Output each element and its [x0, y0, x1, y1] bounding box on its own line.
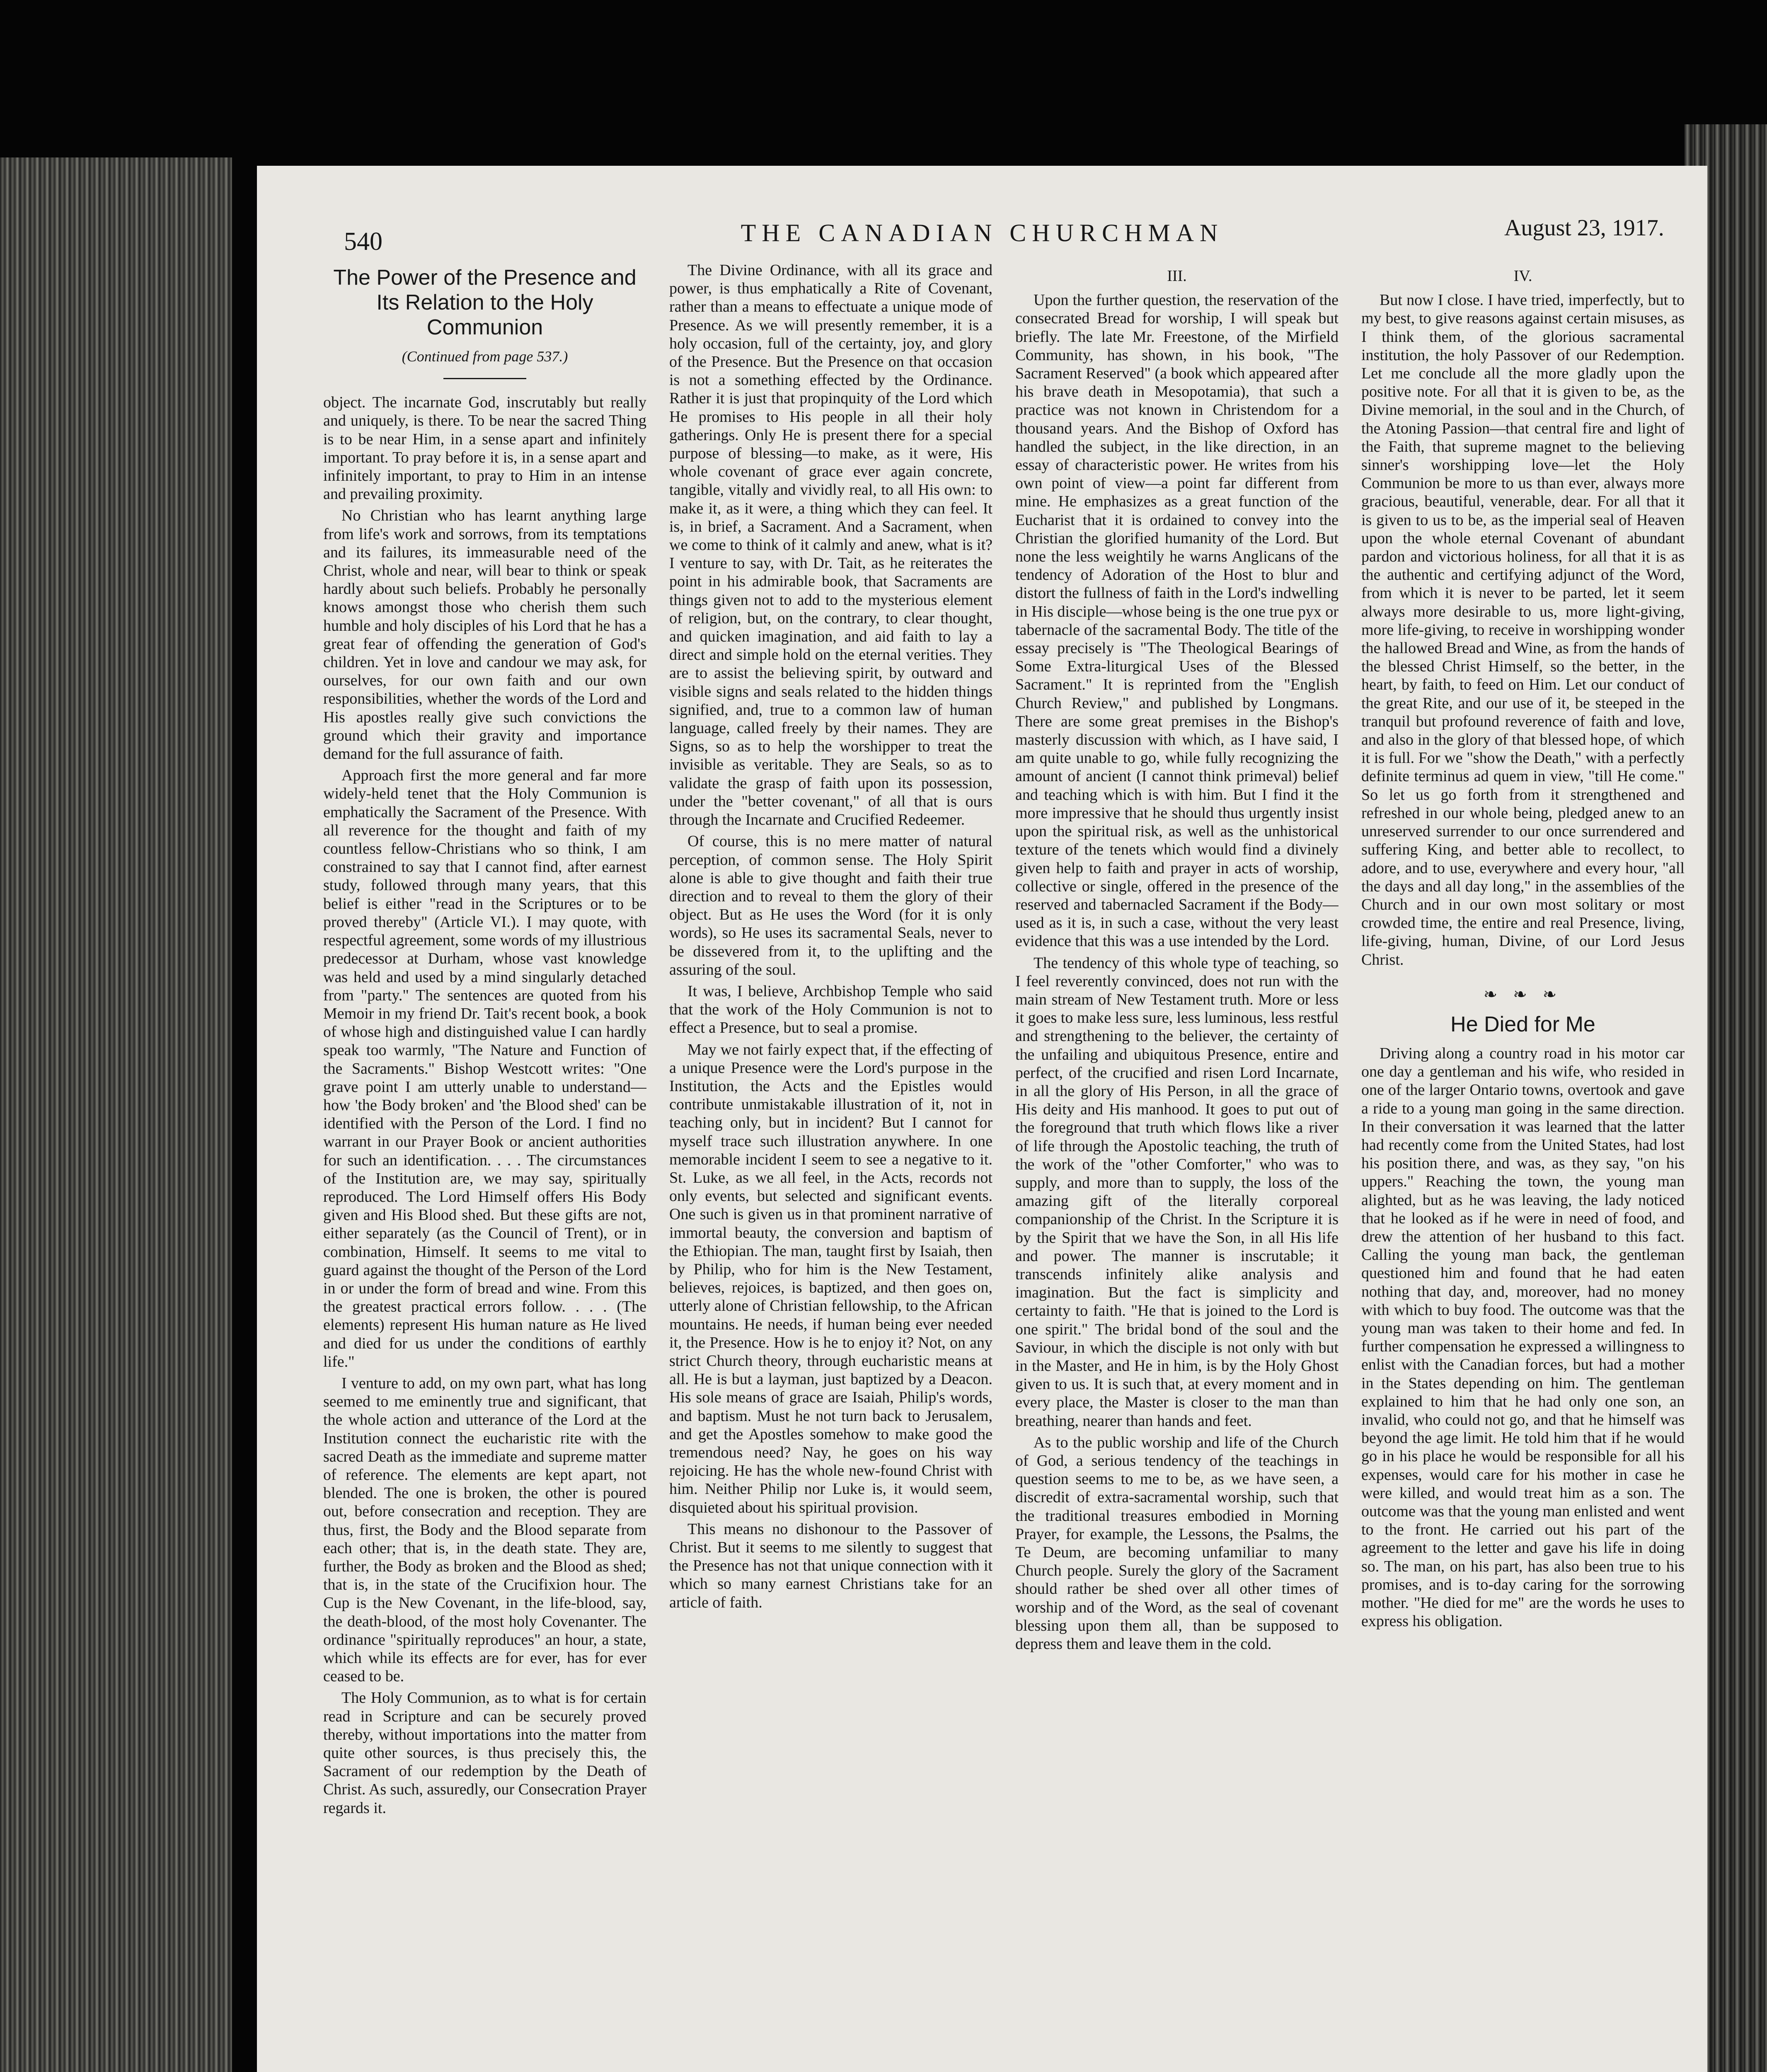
paragraph: object. The incarnate God, inscrutably but really and uniquely, is there. To be near the sacred Thing is to be near Him, in a sense apart and infinitely important. To pray before it is, in a sense apart and infinitely important, to pray to Him in an intense and prevailing proximity. — [323, 394, 646, 503]
paragraph: The tendency of this whole type of teaching, so I feel reverently convinced, does not run with the main stream of New Testament truth. More or less it goes to make less sure, less luminous, less restful and strengthening to the believer, the certainty of the unfailing and ubiquitous Presence, entire and perfect, of the crucified and risen Lord Incarnate, in all the glory of His Person, in all the grace of His deity and His manhood. It goes to put out of the foreground that truth which flows like a river of life through the Apostolic teaching, the truth of the work of the "other Comforter," who was to supply, and more than to supply, the loss of the amazing gift of the literally corporeal companionship of the Christ. In the Scripture it is by the Spirit that we have the Son, in all His life and power. The manner is inscrutable; it transcends infinitely alike analysis and imagination. But the fact is simplicity and certainty to faith. "He that is joined to the Lord is one spirit." The bridal bond of the soul and the Saviour, in which the disciple is not only with but in the Master, and He in him, is by the Holy Ghost given to us. It is such that, at every moment and in every place, the Master is closer to the man than breathing, nearer than hands and feet. — [1015, 954, 1339, 1430]
continued-note: (Continued from page 537.) — [402, 348, 568, 365]
title-rule — [443, 378, 526, 379]
section-heading: IV. — [1513, 267, 1532, 285]
paragraph: Upon the further question, the reservation of the consecrated Bread for worship, I will speak but briefly. The late Mr. Freestone, of the Mirfield Community, has shown, in his book, "The Sacrament Reserved" (a book which appeared after his brave death in Mesopotamia), that such a practice was not known in Christendom for a thousand years. And the Bishop of Oxford has handled the subject, in the like direction, in an essay of characteristic power. He writes from his own point of view—a point far different from mine. He emphasizes as a great function of the Eucharist that it is ordained to convey into the Christian the glorified humanity of the Lord. But none the less weightily he warns Anglicans of the tendency of Adoration of the Host to blur and distort the fullness of faith in the Lord's indwelling in His disciple—whose being is the one true pyx or tabernacle of the sacramental Body. The title of the essay precisely is "The Theological Bearings of Some Extra-liturgical Uses of the Blessed Sacrament." It is reprinted from the "English Church Review," and published by Longmans. There are some great premises in the Bishop's masterly discussion with which, as I have said, I am quite unable to go, while fully recognizing the amount of ancient (I cannot think primeval) belief and teaching which is with him. But I find it the more impressive that he should thus urgently insist upon the spiritual risk, as well as the unhistorical texture of the tenets which would find a divinely given help to faith and prayer in acts of worship, collective or single, offered in the presence of the reserved and tabernacled Sacrament if the Body—used as it is, in such a case, without the very least evidence that this was a use intended by the Lord. — [1015, 291, 1339, 950]
issue-date: August 23, 1917. — [1504, 215, 1664, 241]
paragraph: But now I close. I have tried, imperfectly, but to my best, to give reasons against certain misuses, as I think them, of the glorious sacramental institution, the holy Passover of our Redemption. Let me conclude all the more gladly upon the positive note. For all that it is given to be, as the Divine memorial, in the soul and in the Church, of the Atoning Passion—that central fire and light of the Faith, that supreme magnet to the believing sinner's worshipping love—let the Holy Communion be more to us than ever, always more gracious, beautiful, venerable, dear. For all that it is given to us to be, as the imperial seal of Heaven upon the whole eternal Covenant of abundant pardon and victorious holiness, for all that it is as the authentic and certifying adjunct of the Word, from which it is never to be parted, let it seem always more desirable to us, more light-giving, more life-giving, to receive in worshipping wonder the hallowed Bread and Wine, as from the hands of the blessed Christ Himself, so the better, in the heart, by faith, to feed on Him. Let our conduct of the great Rite, and our use of it, be steeped in the tranquil but profound reverence of faith and love, and also in the glory of that blessed hope, of which it is full. For we "show the Death," with a perfectly definite terminus ad quem in view, "till He come." So let us go forth from it strengthened and refreshed in our whole being, pledged anew to an unreserved surrender to our once surrendered and suffering King, and better able to recollect, to adore, and to use, everywhere and every hour, "all the days and all day long," in the assemblies of the Church and in our own most solitary or most crowded time, the entire and real Presence, living, life-giving, human, Divine, of our Lord Jesus Christ. — [1361, 291, 1685, 968]
paragraph: The Holy Communion, as to what is for certain read in Scripture and can be securely proved thereby, without importations into the matter from quite other sources, is thus precisely this, the Sacrament of our redemption by the Death of Christ. As such, assuredly, our Consecration Prayer regards it. — [323, 1689, 646, 1817]
paragraph: Of course, this is no mere matter of natural perception, of common sense. The Holy Spirit alone is able to give thought and faith their true direction and to reveal to them the glory of their object. But as He uses the Word (for it is only words), so He uses its sacramental Seals, never to be dissevered from it, to the uplifting and the assuring of the soul. — [669, 833, 992, 978]
article-title: The Power of the Presence and Its Relation to the Holy Communion — [333, 266, 637, 339]
paragraph: As to the public worship and life of the Church of God, a serious tendency of the teachings in question seems to me to be, as we have seen, a discredit of extra-sacramental worship, such that the traditional treasures embodied in Morning Prayer, for example, the Lessons, the Psalms, the Te Deum, are becoming unfamiliar to many Church people. Surely the glory of the Sacrament should rather be shed over all other times of worship and of the Word, as the seal of covenant blessing upon them all, than be supposed to depress them and leave them in the cold. — [1015, 1433, 1339, 1653]
binding-edge-left — [0, 157, 232, 2072]
newspaper-page — [257, 166, 1707, 2072]
paragraph: I venture to add, on my own part, what has long seemed to me eminently true and significant, that the whole action and utterance of the Lord at the Institution connect the eucharistic rite with the sacred Death as the immediate and supreme matter of reference. The elements are kept apart, not blended. The one is broken, the other is poured out, before consecration and reception. They are thus, first, the Body and the Blood separate from each other; that is, in the death state. They are, further, the Body as broken and the Blood as shed; that is, in the state of the Crucifixion hour. The Cup is the New Covenant, in the life-blood, say, the death-blood, of the most holy Covenanter. The ordinance "spiritually reproduces" an hour, a state, which while its effects are for ever, has for ever ceased to be. — [323, 1374, 646, 1685]
ornament-divider: ❧ ❧ ❧ — [1483, 985, 1563, 1004]
column-1 — [323, 261, 646, 2072]
publication-title: THE CANADIAN CHURCHMAN — [741, 219, 1224, 247]
paragraph: The Divine Ordinance, with all its grace and power, is thus emphatically a Rite of Covenant, rather than a means to effectuate a unique mode of Presence. As we will presently remember, it is a holy occasion, full of the certainty, joy, and glory of the Presence. But the Presence on that occasion is not a something effected by the Ordinance. Rather it is just that propinquity of the Lord which He promises to His people in all their holy gatherings. Only He is present there for a special purpose of blessing—to make, as it were, His whole covenant of grace ever again concrete, tangible, vitally and vividly real, to all His own: to make it, as it were, a thing which they can feel. It is, in brief, a Sacrament. And a Sacrament, when we come to think of it calmly and anew, what is it? I venture to say, with Dr. Tait, as he reiterates the point in his admirable book, that Sacraments are things given not to add to the mysterious element of religion, but, on the contrary, to clear thought, and quicken imagination, and aid faith to lay a direct and simple hold on the eternal verities. They are to assist the believing spirit, by outward and visible signs and seals related to the hidden things signified, and, true to a common law of human language, called freely by their names. They are Signs, so as to help the worshipper to treat the invisible as veritable. They are Seals, so as to validate the grasp of faith upon its possession, under the "better covenant," of all that is ours through the Incarnate and Crucified Redeemer. — [669, 261, 992, 829]
column-4 — [1361, 261, 1685, 2072]
paragraph: It was, I believe, Archbishop Temple who said that the work of the Holy Communion is not to effect a Presence, but to seal a promise. — [669, 982, 992, 1037]
paragraph: This means no dishonour to the Passover of Christ. But it seems to me silently to suggest that the Presence has not that unique connection with it which so many earnest Christians take for an article of faith. — [669, 1520, 992, 1611]
paragraph: May we not fairly expect that, if the effecting of a unique Presence were the Lord's purpose in the Institution, the Acts and the Epistles would contribute unmistakable illustration of it, not in teaching only, but in incident? But I cannot for myself trace such illustration anywhere. In one memorable incident I seem to see a negative to it. St. Luke, as we all feel, in the Acts, records not only events, but selected and significant events. One such is given us in that prominent narrative of immortal beauty, the conversion and baptism of the Ethiopian. The man, taught first by Isaiah, then by Philip, who for him is the New Testament, believes, rejoices, is baptized, and then goes on, utterly alone of Christian fellowship, to the African mountains. He needs, if human being ever needed it, the Presence. How is he to enjoy it? Not, on any strict Church theory, through eucharistic means at all. He is but a layman, just baptized by a Deacon. His sole means of grace are Isaiah, Philip's words, and baptism. Must he not turn back to Jerusalem, and get the Apostles somehow to make good the tremendous need? Nay, he goes on his way rejoicing. He has the whole new-found Christ with him. Neither Philip nor Luke is, it would seem, disquieted about his spiritual provision. — [669, 1041, 992, 1516]
page-header — [257, 202, 1707, 256]
paragraph: No Christian who has learnt anything large from life's work and sorrows, from its temptations and its failures, its immeasurable need of the Christ, whole and near, will bear to think or speak hardly about such beliefs. Probably he personally knows amongst those who cherish them such humble and holy disciples of his Lord that he has a great fear of offending the generation of God's children. Yet in love and candour we may ask, for ourselves, for our own faith and our own responsibilities, whether the words of the Lord and His apostles really give such convictions the ground which their gravity and importance demand for the full assurance of faith. — [323, 507, 646, 763]
paragraph: Approach first the more general and far more widely-held tenet that the Holy Communion is emphatically the Sacrament of the Presence. With all reverence for the thought and faith of my countless fellow-Christians who so think, I am constrained to say that I cannot find, after earnest study, followed through many years, that this belief is either "read in the Scriptures or to be proved thereby" (Article VI.). I may quote, with respectful agreement, some words of my illustrious predecessor at Durham, whose vast knowledge was held and used by a mind singularly detached from "party." The sentences are quoted from his Memoir in my friend Dr. Tait's recent book, a book of whose high and distinguished value I can hardly speak too warmly, "The Nature and Function of the Sacraments." Bishop Westcott writes: "One grave point I am utterly unable to understand—how 'the Body broken' and 'the Blood shed' can be identified with the Person of the Lord. I find no warrant in our Prayer Book or ancient authorities for such an identification. . . . The circumstances of the Institution are, we may say, spiritually reproduced. The Lord Himself offers His Body given and His Blood shed. But these gifts are not, either separately (as the Council of Trent), or in combination, Himself. It seems to me vital to guard against the thought of the Person of the Lord in or under the form of bread and wine. From this the greatest practical errors follow. . . . (The elements) represent His human nature as He lived and died for us under the conditions of earthly life." — [323, 767, 646, 1370]
column-2 — [669, 261, 992, 2072]
page-number: 540 — [344, 228, 382, 256]
column-3 — [1015, 261, 1339, 2072]
section-heading: III. — [1167, 267, 1187, 285]
paragraph: Driving along a country road in his motor car one day a gentleman and his wife, who resided in one of the larger Ontario towns, overtook and gave a ride to a young man going in the same direction. In their conversation it was learned that the latter had recently come from the United States, had lost his position there, and was, as they say, "on his uppers." Reaching the town, the young man alighted, but as he was leaving, the lady noticed that he looked as if he were in need of food, and drew the attention of her husband to this fact. Calling the young man back, the gentleman questioned him and found that he had eaten nothing that day, and, moreover, had no money with which to buy food. The outcome was that the young man was taken to their home and fed. In further compensation he expressed a willingness to enlist with the Canadian forces, but had a mother in the States depending on him. The gentleman explained to him that he had only one son, an invalid, who could not go, and that he himself was beyond the age limit. He told him that if he would go in his place he would be responsible for all his expenses, would care for his mother in case he were killed, and would treat him as a son. The outcome was that the young man enlisted and went to the front. He carried out his part of the agreement to the letter and gave his life in doing so. The man, on his part, has also been true to his promises, and is to-day caring for the sorrowing mother. "He died for me" are the words he uses to express his obligation. — [1361, 1044, 1685, 1630]
article-title: He Died for Me — [1450, 1012, 1595, 1036]
